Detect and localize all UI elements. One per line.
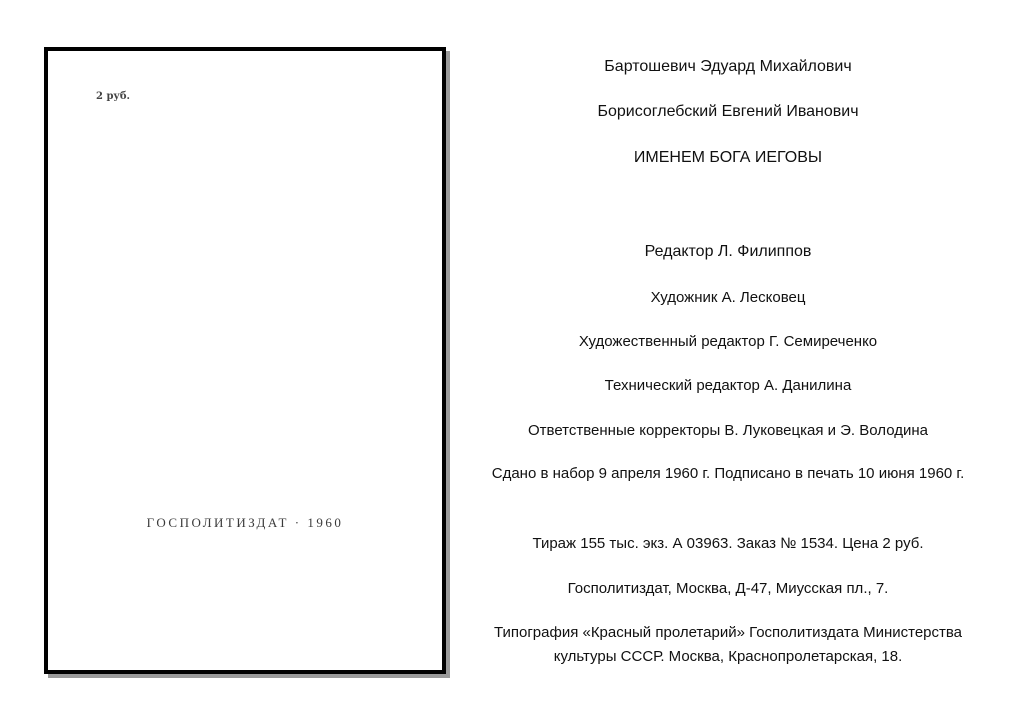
proofreaders-credit: Ответственные корректоры В. Луковецкая и Э. Володина: [528, 422, 928, 439]
book-title: ИМЕНЕМ БОГА ИЕГОВЫ: [633, 149, 823, 166]
editor-credit: Редактор Л. Филиппов: [644, 243, 812, 260]
book-page-image: [44, 47, 446, 674]
print-dates: Сдано в набор 9 апреля 1960 г. Подписано в печать 10 июня 1960 г.: [491, 465, 965, 482]
printer-info: Типография «Красный пролетарий» Госполитиздата Министерства культуры СССР. Москва, Краснопролетарская, 18.: [493, 624, 963, 665]
publisher-address: Госполитиздат, Москва, Д-47, Миусская пл., 7.: [567, 580, 889, 597]
artist-credit: Художник А. Лесковец: [650, 289, 806, 306]
author-1: Бартошевич Эдуард Михайлович: [604, 58, 852, 75]
print-run: Тираж 155 тыс. экз. А 03963. Заказ № 1534. Цена 2 руб.: [532, 535, 924, 552]
publisher-imprint: ГОСПОЛИТИЗДАТ · 1960: [146, 515, 344, 530]
author-2: Борисоглебский Евгений Иванович: [597, 103, 859, 120]
art-editor-credit: Художественный редактор Г. Семиреченко: [578, 333, 878, 350]
price-label: 2 руб.: [96, 91, 130, 102]
tech-editor-credit: Технический редактор А. Данилина: [604, 377, 852, 394]
